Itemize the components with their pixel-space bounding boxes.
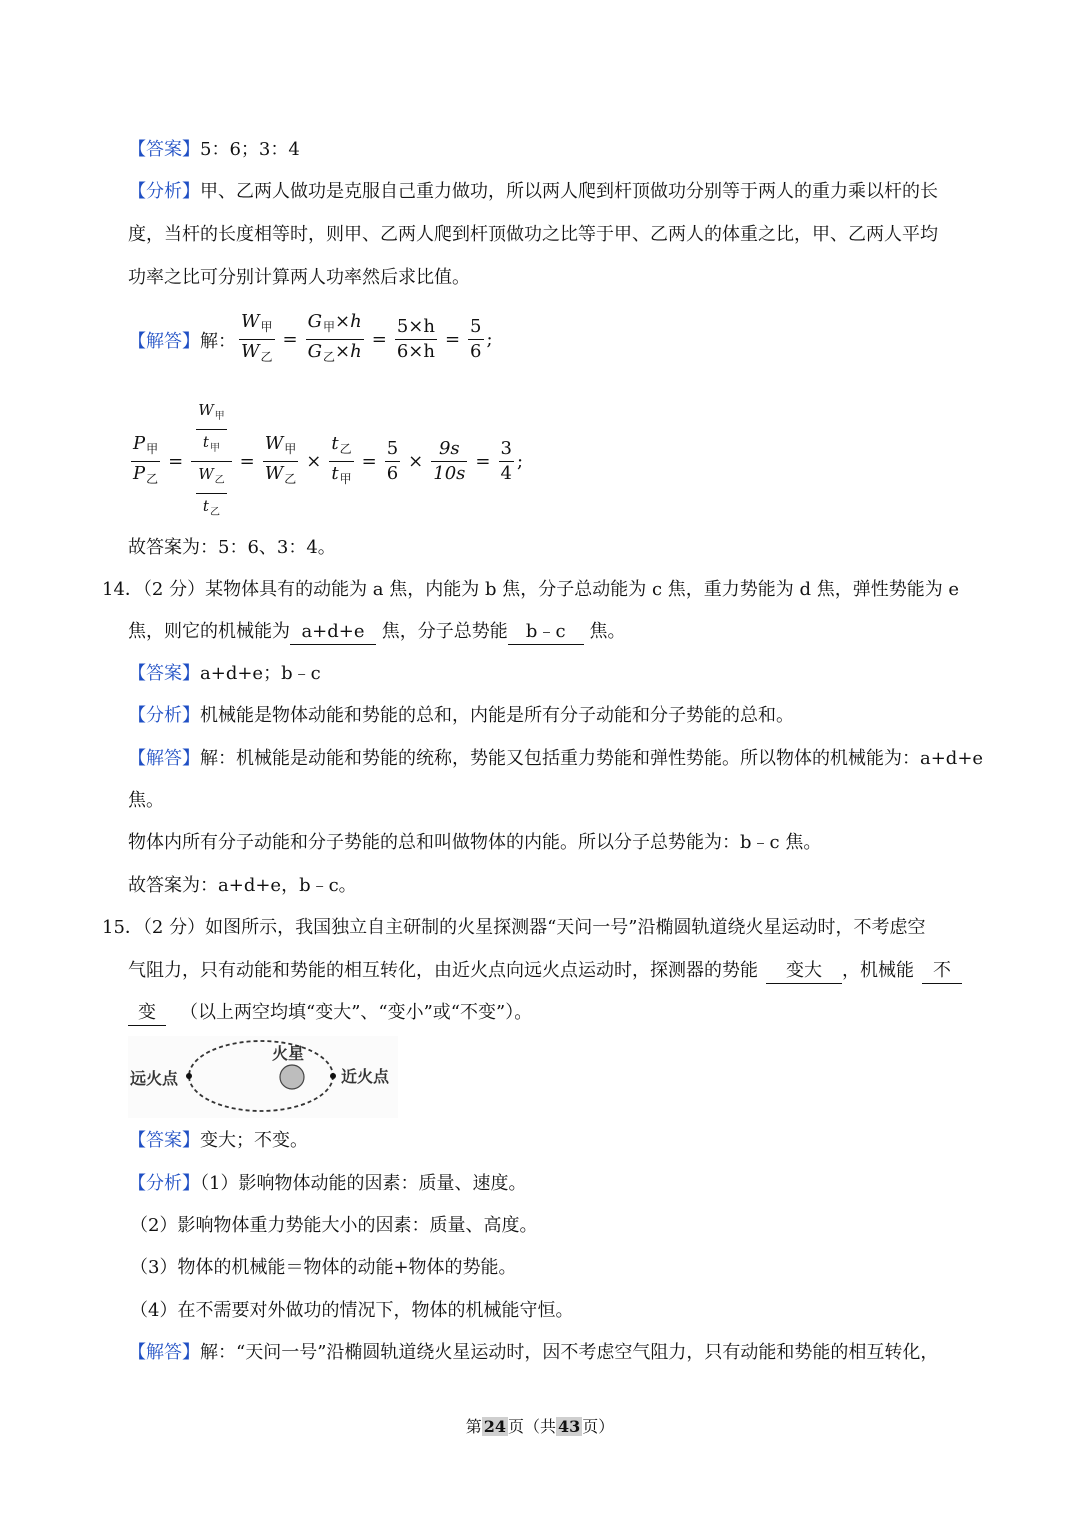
- fraction-w-ratio-2: $\frac{W_甲}{W_乙}$: [264, 433, 297, 486]
- fraction-g-ratio: $\frac{G_甲\times h}{G_乙\times h}$: [307, 311, 362, 364]
- q15-stem-line-2: 气阻力，只有动能和势能的相互转化，由近火点向远火点运动时，探测器的势能 变大 ，机械能 不: [128, 957, 962, 985]
- total-pages-number: 43: [558, 1417, 581, 1436]
- fraction-5-6: $\frac{5}{6}$: [470, 316, 482, 362]
- q13-analysis-line-1: [128, 178, 938, 206]
- q13-solution-equation-2: $\frac{P_甲}{P_乙}$ = $\frac{\frac{W_甲}{t_甲}}{\frac{W_乙}{t_乙}}$ = $\frac{W_甲}{W_乙}$ × $\frac{t_乙}{t_甲}$ = $\frac{5}{6}$ × $\frac{9s}{10s}$ = $\frac{3}{4}$ ;: [128, 398, 523, 525]
- q13-answer: [128, 136, 300, 164]
- analysis-tag: 【分析】: [128, 181, 200, 202]
- q14-analysis: [128, 702, 794, 730]
- fraction-5h-6h: $\frac{5\times h}{6\times h}$: [396, 316, 435, 362]
- q14-solution-line-1: [128, 745, 983, 773]
- q15-analysis-item-2: （2）影响物体重力势能大小的因素：质量、高度。: [130, 1215, 538, 1236]
- q13-solution-equation-1: 【解答】 解： $\frac{W_甲}{W_乙}$ = $\frac{G_甲\times h}{G_乙\times h}$ = $\frac{5\times h}{6\times h}$ = $\frac{5}{6}$ ;: [128, 310, 493, 369]
- q14-stem-line-1: 14．（2 分）某物体具有的动能为 a 焦，内能为 b 焦，分子总动能为 c 焦，重力势能为 d 焦，弹性势能为 e: [102, 579, 960, 600]
- elliptical-orbit: [189, 1041, 333, 1111]
- analysis-tag: 【分析】: [128, 705, 200, 726]
- analysis-text: 甲、乙两人做功是克服自己重力做功，所以两人爬到杆顶做功分别等于两人的重力乘以杆的长: [200, 181, 938, 202]
- q13-analysis-line-2: 度，当杆的长度相等时，则甲、乙两人爬到杆顶做功之比等于甲、乙两人的体重之比，甲、乙两人平均: [128, 224, 938, 245]
- q15-blank-2-part-a: 不: [922, 959, 962, 984]
- page-footer: 第 24 页（共 43 页）: [465, 1417, 615, 1436]
- q15-analysis-item-3: （3）物体的机械能＝物体的动能+物体的势能。: [130, 1257, 517, 1278]
- q14-blank-2: b﹣c: [508, 620, 584, 645]
- q13-conclusion: 故答案为：5：6、3：4。: [128, 537, 336, 558]
- q13-analysis-line-3: 功率之比可分别计算两人功率然后求比值。: [128, 267, 470, 288]
- fraction-3-4: $\frac{3}{4}$: [500, 438, 512, 484]
- mars-label: 火星: [272, 1044, 305, 1063]
- analysis-tag: 【分析】: [128, 1173, 200, 1194]
- fraction-9s-10s: $\frac{9s}{10s}$: [433, 438, 466, 484]
- answer-text: 5：6；3：4: [200, 139, 300, 160]
- analysis-item-1: （1）影响物体动能的因素：质量、速度。: [200, 1173, 527, 1194]
- fraction-5-6-b: $\frac{5}{6}$: [386, 438, 399, 484]
- answer-tag: 【答案】: [128, 663, 200, 684]
- far-point-label: 远火点: [130, 1069, 179, 1088]
- answer-text: 变大；不变。: [200, 1130, 308, 1151]
- solution-tag: 【解答】: [128, 748, 200, 769]
- q14-solution-line-2: 焦。: [128, 790, 164, 811]
- q14-blank-1: a+d+e: [290, 620, 376, 645]
- analysis-text: 机械能是物体动能和势能的总和，内能是所有分子动能和分子势能的总和。: [200, 705, 794, 726]
- q14-solution-line-3: 物体内所有分子动能和分子势能的总和叫做物体的内能。所以分子总势能为：b﹣c 焦。: [128, 832, 822, 853]
- q15-analysis-line-1: [128, 1170, 526, 1198]
- fraction-w-ratio: $\frac{W_甲}{W_乙}$: [241, 311, 273, 364]
- q14-answer: [128, 660, 321, 688]
- solution-tag: 【解答】: [128, 1342, 200, 1363]
- answer-text: a+d+e；b﹣c: [200, 663, 321, 684]
- near-point-label: 近火点: [341, 1067, 390, 1086]
- q15-blank-2-part-b: 变: [128, 1001, 166, 1026]
- q14-stem-line-2: 焦，则它的机械能为 a+d+e 焦，分子总势能 b﹣c 焦。: [128, 618, 625, 646]
- compound-fraction: $\frac{\frac{W_甲}{t_甲}}{\frac{W_乙}{t_乙}}$: [191, 398, 231, 525]
- q14-conclusion: 故答案为：a+d+e，b﹣c。: [128, 875, 357, 896]
- q15-solution-line-1: [128, 1339, 938, 1367]
- far-point-dot: [186, 1073, 192, 1079]
- q15-stem-line-3: 变 （以上两空均填“变大”、“变小”或“不变”）。: [128, 999, 532, 1027]
- solution-text: 解：“天问一号”沿椭圆轨道绕火星运动时，因不考虑空气阻力，只有动能和势能的相互转化，: [200, 1342, 939, 1363]
- near-point-dot: [330, 1073, 336, 1079]
- answer-tag: 【答案】: [128, 1130, 200, 1151]
- q15-blank-1: 变大: [766, 959, 842, 984]
- answer-tag: 【答案】: [128, 139, 200, 160]
- mars-planet: [280, 1065, 304, 1089]
- solution-prefix: 解：: [200, 330, 236, 352]
- mars-orbit-figure: [128, 1036, 398, 1118]
- solution-tag: 【解答】: [128, 330, 200, 352]
- q15-stem-line-1: 15．（2 分）如图所示，我国独立自主研制的火星探测器“天问一号”沿椭圆轨道绕火星运动时，不考虑空: [102, 917, 926, 938]
- fraction-t-ratio: $\frac{t_乙}{t_甲}$: [331, 433, 352, 486]
- fraction-p-ratio: $\frac{P_甲}{P_乙}$: [133, 433, 159, 486]
- q15-answer: [128, 1127, 308, 1155]
- current-page-number: 24: [483, 1417, 506, 1436]
- q15-analysis-item-4: （4）在不需要对外做功的情况下，物体的机械能守恒。: [130, 1300, 574, 1321]
- solution-text: 解：机械能是动能和势能的统称，势能又包括重力势能和弹性势能。所以物体的机械能为：a+d+e: [200, 748, 984, 769]
